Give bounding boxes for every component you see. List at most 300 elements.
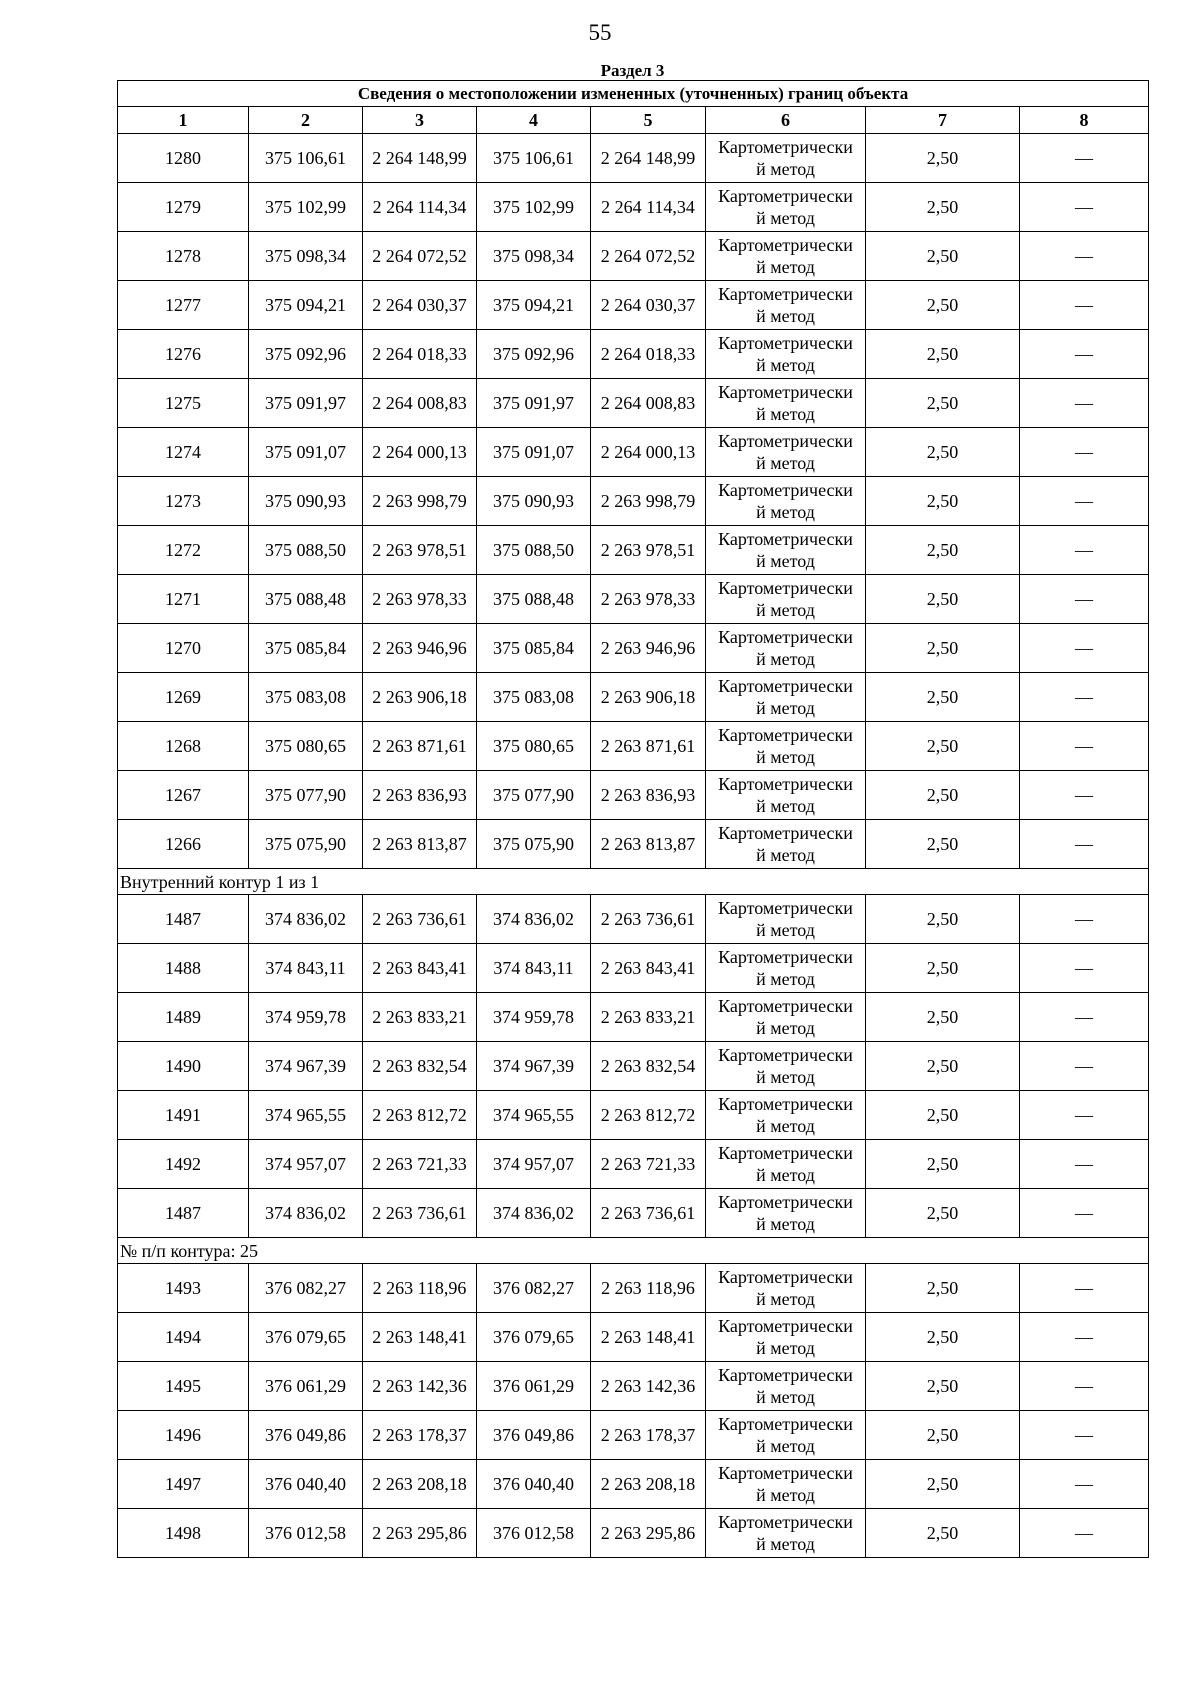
- description-cell: —: [1020, 722, 1149, 771]
- point-number-cell: 1488: [118, 944, 249, 993]
- x-old-cell: 375 088,48: [249, 575, 363, 624]
- x-old-cell: 376 049,86: [249, 1411, 363, 1460]
- description-cell: —: [1020, 1313, 1149, 1362]
- y-old-cell: 2 263 978,33: [363, 575, 477, 624]
- method-cell: [706, 330, 866, 379]
- y-new-cell: 2 264 008,83: [591, 379, 706, 428]
- y-new-cell: 2 263 721,33: [591, 1140, 706, 1189]
- y-new-cell: 2 263 178,37: [591, 1411, 706, 1460]
- table-row: [118, 281, 1149, 330]
- y-old-cell: 2 263 721,33: [363, 1140, 477, 1189]
- accuracy-cell: 2,50: [866, 232, 1020, 281]
- method-line1: Картометрически: [718, 676, 853, 696]
- column-number-header: 5: [591, 107, 706, 134]
- accuracy-cell: 2,50: [866, 1362, 1020, 1411]
- contour-subsection-row: [118, 869, 1149, 895]
- table-row: [118, 1362, 1149, 1411]
- y-old-cell: 2 264 008,83: [363, 379, 477, 428]
- x-new-cell: 374 965,55: [477, 1091, 591, 1140]
- method-cell: [706, 944, 866, 993]
- point-number-cell: 1489: [118, 993, 249, 1042]
- method-line2: й метод: [756, 1289, 815, 1309]
- x-old-cell: 374 957,07: [249, 1140, 363, 1189]
- table-row: [118, 1313, 1149, 1362]
- x-old-cell: 375 098,34: [249, 232, 363, 281]
- point-number-cell: 1268: [118, 722, 249, 771]
- method-line2: й метод: [756, 1165, 815, 1185]
- method-cell: [706, 428, 866, 477]
- accuracy-cell: 2,50: [866, 428, 1020, 477]
- x-new-cell: 375 075,90: [477, 820, 591, 869]
- x-new-cell: 375 088,48: [477, 575, 591, 624]
- description-cell: —: [1020, 134, 1149, 183]
- x-new-cell: 374 843,11: [477, 944, 591, 993]
- x-new-cell: 375 088,50: [477, 526, 591, 575]
- x-new-cell: 376 082,27: [477, 1264, 591, 1313]
- method-line1: Картометрически: [718, 235, 853, 255]
- method-line2: й метод: [756, 796, 815, 816]
- point-number-cell: 1492: [118, 1140, 249, 1189]
- method-cell: [706, 1362, 866, 1411]
- table-row: [118, 771, 1149, 820]
- table-row: [118, 330, 1149, 379]
- boundary-coordinates-table: [117, 80, 1149, 1558]
- accuracy-cell: 2,50: [866, 673, 1020, 722]
- accuracy-cell: 2,50: [866, 993, 1020, 1042]
- method-line1: Картометрически: [718, 1414, 853, 1434]
- y-new-cell: 2 264 000,13: [591, 428, 706, 477]
- method-line1: Картометрически: [718, 578, 853, 598]
- table-row: [118, 673, 1149, 722]
- method-line2: й метод: [756, 404, 815, 424]
- table-row: [118, 1460, 1149, 1509]
- x-new-cell: 375 106,61: [477, 134, 591, 183]
- y-old-cell: 2 263 836,93: [363, 771, 477, 820]
- table-row: [118, 428, 1149, 477]
- x-new-cell: 375 092,96: [477, 330, 591, 379]
- x-old-cell: 374 965,55: [249, 1091, 363, 1140]
- description-cell: —: [1020, 1189, 1149, 1238]
- method-line2: й метод: [756, 1436, 815, 1456]
- y-old-cell: 2 264 114,34: [363, 183, 477, 232]
- y-new-cell: 2 263 978,33: [591, 575, 706, 624]
- method-line1: Картометрически: [718, 627, 853, 647]
- y-new-cell: 2 263 836,93: [591, 771, 706, 820]
- y-new-cell: 2 263 142,36: [591, 1362, 706, 1411]
- table-row: [118, 1042, 1149, 1091]
- point-number-cell: 1280: [118, 134, 249, 183]
- table-row: [118, 1411, 1149, 1460]
- method-line2: й метод: [756, 1387, 815, 1407]
- accuracy-cell: 2,50: [866, 1411, 1020, 1460]
- point-number-cell: 1266: [118, 820, 249, 869]
- accuracy-cell: 2,50: [866, 895, 1020, 944]
- column-number-row: [118, 107, 1149, 134]
- point-number-cell: 1276: [118, 330, 249, 379]
- accuracy-cell: 2,50: [866, 477, 1020, 526]
- x-old-cell: 376 012,58: [249, 1509, 363, 1558]
- method-line1: Картометрически: [718, 137, 853, 157]
- y-new-cell: 2 264 030,37: [591, 281, 706, 330]
- method-line1: Картометрически: [718, 1365, 853, 1385]
- column-number-header: 4: [477, 107, 591, 134]
- method-line1: Картометрически: [718, 1316, 853, 1336]
- contour-subsection-label: № п/п контура: 25: [118, 1238, 1149, 1264]
- point-number-cell: 1277: [118, 281, 249, 330]
- method-cell: [706, 895, 866, 944]
- x-new-cell: 376 061,29: [477, 1362, 591, 1411]
- y-old-cell: 2 263 736,61: [363, 895, 477, 944]
- x-old-cell: 375 085,84: [249, 624, 363, 673]
- y-new-cell: 2 263 833,21: [591, 993, 706, 1042]
- method-line2: й метод: [756, 1067, 815, 1087]
- method-cell: [706, 379, 866, 428]
- y-old-cell: 2 263 295,86: [363, 1509, 477, 1558]
- method-line2: й метод: [756, 1534, 815, 1554]
- description-cell: —: [1020, 183, 1149, 232]
- point-number-cell: 1496: [118, 1411, 249, 1460]
- y-old-cell: 2 263 832,54: [363, 1042, 477, 1091]
- point-number-cell: 1487: [118, 1189, 249, 1238]
- y-new-cell: 2 263 978,51: [591, 526, 706, 575]
- x-old-cell: 374 843,11: [249, 944, 363, 993]
- x-old-cell: 375 092,96: [249, 330, 363, 379]
- description-cell: —: [1020, 1362, 1149, 1411]
- accuracy-cell: 2,50: [866, 1509, 1020, 1558]
- description-cell: —: [1020, 624, 1149, 673]
- table-row: [118, 1509, 1149, 1558]
- x-old-cell: 375 091,07: [249, 428, 363, 477]
- accuracy-cell: 2,50: [866, 379, 1020, 428]
- y-old-cell: 2 264 072,52: [363, 232, 477, 281]
- method-cell: [706, 477, 866, 526]
- point-number-cell: 1493: [118, 1264, 249, 1313]
- accuracy-cell: 2,50: [866, 575, 1020, 624]
- point-number-cell: 1274: [118, 428, 249, 477]
- y-old-cell: 2 263 946,96: [363, 624, 477, 673]
- y-old-cell: 2 263 118,96: [363, 1264, 477, 1313]
- method-cell: [706, 1042, 866, 1091]
- x-new-cell: 376 040,40: [477, 1460, 591, 1509]
- y-old-cell: 2 264 000,13: [363, 428, 477, 477]
- method-cell: [706, 1264, 866, 1313]
- point-number-cell: 1497: [118, 1460, 249, 1509]
- method-line2: й метод: [756, 355, 815, 375]
- y-new-cell: 2 263 208,18: [591, 1460, 706, 1509]
- accuracy-cell: 2,50: [866, 330, 1020, 379]
- x-old-cell: 376 040,40: [249, 1460, 363, 1509]
- y-old-cell: 2 263 978,51: [363, 526, 477, 575]
- y-new-cell: 2 263 736,61: [591, 1189, 706, 1238]
- x-new-cell: 374 959,78: [477, 993, 591, 1042]
- y-new-cell: 2 263 148,41: [591, 1313, 706, 1362]
- method-line2: й метод: [756, 1338, 815, 1358]
- y-old-cell: 2 264 018,33: [363, 330, 477, 379]
- y-new-cell: 2 264 148,99: [591, 134, 706, 183]
- method-line1: Картометрически: [718, 382, 853, 402]
- section-title: Раздел 3: [600, 61, 665, 80]
- table-row: [118, 526, 1149, 575]
- method-line1: Картометрически: [718, 774, 853, 794]
- description-cell: —: [1020, 771, 1149, 820]
- x-old-cell: 375 106,61: [249, 134, 363, 183]
- x-new-cell: 374 967,39: [477, 1042, 591, 1091]
- method-cell: [706, 1091, 866, 1140]
- x-old-cell: 374 836,02: [249, 895, 363, 944]
- description-cell: —: [1020, 330, 1149, 379]
- point-number-cell: 1269: [118, 673, 249, 722]
- description-cell: —: [1020, 820, 1149, 869]
- method-cell: [706, 183, 866, 232]
- accuracy-cell: 2,50: [866, 183, 1020, 232]
- method-line1: Картометрически: [718, 1512, 853, 1532]
- table-row: [118, 820, 1149, 869]
- method-cell: [706, 134, 866, 183]
- description-cell: —: [1020, 1091, 1149, 1140]
- y-new-cell: 2 263 843,41: [591, 944, 706, 993]
- method-line1: Картометрически: [718, 1267, 853, 1287]
- accuracy-cell: 2,50: [866, 722, 1020, 771]
- x-old-cell: 375 083,08: [249, 673, 363, 722]
- method-line2: й метод: [756, 845, 815, 865]
- table-row: [118, 993, 1149, 1042]
- description-cell: —: [1020, 895, 1149, 944]
- method-cell: [706, 722, 866, 771]
- table-row: [118, 477, 1149, 526]
- method-line2: й метод: [756, 208, 815, 228]
- method-line1: Картометрически: [718, 1045, 853, 1065]
- column-number-header: 3: [363, 107, 477, 134]
- method-line2: й метод: [756, 747, 815, 767]
- method-line1: Картометрически: [718, 1143, 853, 1163]
- y-new-cell: 2 263 118,96: [591, 1264, 706, 1313]
- method-line1: Картометрически: [718, 186, 853, 206]
- x-new-cell: 375 094,21: [477, 281, 591, 330]
- table-row: [118, 1264, 1149, 1313]
- table-row: [118, 722, 1149, 771]
- method-line2: й метод: [756, 649, 815, 669]
- x-new-cell: 376 049,86: [477, 1411, 591, 1460]
- method-line2: й метод: [756, 306, 815, 326]
- method-line2: й метод: [756, 257, 815, 277]
- y-old-cell: 2 263 142,36: [363, 1362, 477, 1411]
- method-cell: [706, 624, 866, 673]
- x-old-cell: 375 090,93: [249, 477, 363, 526]
- y-old-cell: 2 263 906,18: [363, 673, 477, 722]
- table-row: [118, 624, 1149, 673]
- x-old-cell: 375 080,65: [249, 722, 363, 771]
- point-number-cell: 1279: [118, 183, 249, 232]
- x-new-cell: 375 091,97: [477, 379, 591, 428]
- method-line2: й метод: [756, 698, 815, 718]
- y-old-cell: 2 263 813,87: [363, 820, 477, 869]
- table-row: [118, 232, 1149, 281]
- point-number-cell: 1278: [118, 232, 249, 281]
- description-cell: —: [1020, 993, 1149, 1042]
- accuracy-cell: 2,50: [866, 1189, 1020, 1238]
- contour-subsection-label: Внутренний контур 1 из 1: [118, 869, 1149, 895]
- method-cell: [706, 1460, 866, 1509]
- table-row: [118, 134, 1149, 183]
- table-row: [118, 1189, 1149, 1238]
- x-old-cell: 375 102,99: [249, 183, 363, 232]
- method-line1: Картометрически: [718, 947, 853, 967]
- point-number-cell: 1275: [118, 379, 249, 428]
- y-old-cell: 2 263 871,61: [363, 722, 477, 771]
- description-cell: —: [1020, 428, 1149, 477]
- description-cell: —: [1020, 1460, 1149, 1509]
- method-cell: [706, 673, 866, 722]
- y-new-cell: 2 263 998,79: [591, 477, 706, 526]
- x-old-cell: 374 959,78: [249, 993, 363, 1042]
- method-line1: Картометрически: [718, 480, 853, 500]
- accuracy-cell: 2,50: [866, 944, 1020, 993]
- x-old-cell: 375 075,90: [249, 820, 363, 869]
- method-line1: Картометрически: [718, 529, 853, 549]
- description-cell: —: [1020, 1042, 1149, 1091]
- y-new-cell: 2 263 832,54: [591, 1042, 706, 1091]
- x-old-cell: 374 967,39: [249, 1042, 363, 1091]
- y-new-cell: 2 263 871,61: [591, 722, 706, 771]
- y-new-cell: 2 263 906,18: [591, 673, 706, 722]
- point-number-cell: 1271: [118, 575, 249, 624]
- accuracy-cell: 2,50: [866, 134, 1020, 183]
- x-new-cell: 375 098,34: [477, 232, 591, 281]
- method-line1: Картометрически: [718, 284, 853, 304]
- x-old-cell: 375 094,21: [249, 281, 363, 330]
- method-cell: [706, 526, 866, 575]
- y-new-cell: 2 264 114,34: [591, 183, 706, 232]
- point-number-cell: 1267: [118, 771, 249, 820]
- column-number-header: 7: [866, 107, 1020, 134]
- accuracy-cell: 2,50: [866, 1313, 1020, 1362]
- x-new-cell: 374 836,02: [477, 895, 591, 944]
- description-cell: —: [1020, 232, 1149, 281]
- accuracy-cell: 2,50: [866, 1264, 1020, 1313]
- x-new-cell: 375 080,65: [477, 722, 591, 771]
- method-line2: й метод: [756, 453, 815, 473]
- description-cell: —: [1020, 526, 1149, 575]
- contour-subsection-row: [118, 1238, 1149, 1264]
- point-number-cell: 1498: [118, 1509, 249, 1558]
- x-new-cell: 375 085,84: [477, 624, 591, 673]
- accuracy-cell: 2,50: [866, 1140, 1020, 1189]
- x-new-cell: 375 090,93: [477, 477, 591, 526]
- y-old-cell: 2 263 833,21: [363, 993, 477, 1042]
- method-cell: [706, 1509, 866, 1558]
- method-line1: Картометрически: [718, 725, 853, 745]
- x-old-cell: 374 836,02: [249, 1189, 363, 1238]
- accuracy-cell: 2,50: [866, 1460, 1020, 1509]
- x-new-cell: 375 077,90: [477, 771, 591, 820]
- column-number-header: 6: [706, 107, 866, 134]
- description-cell: —: [1020, 1264, 1149, 1313]
- description-cell: —: [1020, 575, 1149, 624]
- method-line1: Картометрически: [718, 823, 853, 843]
- table-row: [118, 575, 1149, 624]
- accuracy-cell: 2,50: [866, 624, 1020, 673]
- method-cell: [706, 771, 866, 820]
- method-cell: [706, 1411, 866, 1460]
- x-old-cell: 375 077,90: [249, 771, 363, 820]
- method-line2: й метод: [756, 1116, 815, 1136]
- point-number-cell: 1490: [118, 1042, 249, 1091]
- method-line1: Картометрически: [718, 1192, 853, 1212]
- method-line1: Картометрически: [718, 333, 853, 353]
- accuracy-cell: 2,50: [866, 820, 1020, 869]
- method-line2: й метод: [756, 1214, 815, 1234]
- x-old-cell: 375 091,97: [249, 379, 363, 428]
- y-new-cell: 2 263 812,72: [591, 1091, 706, 1140]
- method-line2: й метод: [756, 159, 815, 179]
- point-number-cell: 1273: [118, 477, 249, 526]
- x-new-cell: 375 102,99: [477, 183, 591, 232]
- x-old-cell: 376 079,65: [249, 1313, 363, 1362]
- y-new-cell: 2 263 813,87: [591, 820, 706, 869]
- accuracy-cell: 2,50: [866, 281, 1020, 330]
- method-line2: й метод: [756, 969, 815, 989]
- y-new-cell: 2 263 736,61: [591, 895, 706, 944]
- method-line2: й метод: [756, 1018, 815, 1038]
- method-line2: й метод: [756, 502, 815, 522]
- table-row: [118, 1091, 1149, 1140]
- table-row: [118, 895, 1149, 944]
- table-row: [118, 379, 1149, 428]
- description-cell: —: [1020, 1140, 1149, 1189]
- point-number-cell: 1487: [118, 895, 249, 944]
- method-cell: [706, 281, 866, 330]
- method-cell: [706, 575, 866, 624]
- method-cell: [706, 993, 866, 1042]
- point-number-cell: 1495: [118, 1362, 249, 1411]
- method-line2: й метод: [756, 1485, 815, 1505]
- x-new-cell: 376 079,65: [477, 1313, 591, 1362]
- accuracy-cell: 2,50: [866, 1042, 1020, 1091]
- accuracy-cell: 2,50: [866, 526, 1020, 575]
- x-new-cell: 375 091,07: [477, 428, 591, 477]
- method-cell: [706, 232, 866, 281]
- x-new-cell: 375 083,08: [477, 673, 591, 722]
- y-new-cell: 2 264 018,33: [591, 330, 706, 379]
- y-new-cell: 2 263 946,96: [591, 624, 706, 673]
- page-number: 55: [588, 20, 612, 45]
- y-old-cell: 2 263 208,18: [363, 1460, 477, 1509]
- y-old-cell: 2 263 148,41: [363, 1313, 477, 1362]
- x-new-cell: 374 957,07: [477, 1140, 591, 1189]
- column-number-header: 1: [118, 107, 249, 134]
- point-number-cell: 1272: [118, 526, 249, 575]
- y-old-cell: 2 264 148,99: [363, 134, 477, 183]
- point-number-cell: 1270: [118, 624, 249, 673]
- method-line2: й метод: [756, 600, 815, 620]
- x-new-cell: 374 836,02: [477, 1189, 591, 1238]
- description-cell: —: [1020, 944, 1149, 993]
- table-row: [118, 1140, 1149, 1189]
- method-line1: Картометрически: [718, 431, 853, 451]
- y-new-cell: 2 264 072,52: [591, 232, 706, 281]
- description-cell: —: [1020, 1509, 1149, 1558]
- y-old-cell: 2 263 843,41: [363, 944, 477, 993]
- table-row: [118, 944, 1149, 993]
- method-line1: Картометрически: [718, 1463, 853, 1483]
- accuracy-cell: 2,50: [866, 1091, 1020, 1140]
- y-old-cell: 2 263 998,79: [363, 477, 477, 526]
- column-number-header: 2: [249, 107, 363, 134]
- method-line1: Картометрически: [718, 996, 853, 1016]
- table-caption: Сведения о местоположении измененных (уточненных) границ объекта: [118, 81, 1149, 107]
- y-old-cell: 2 263 178,37: [363, 1411, 477, 1460]
- table-row: [118, 183, 1149, 232]
